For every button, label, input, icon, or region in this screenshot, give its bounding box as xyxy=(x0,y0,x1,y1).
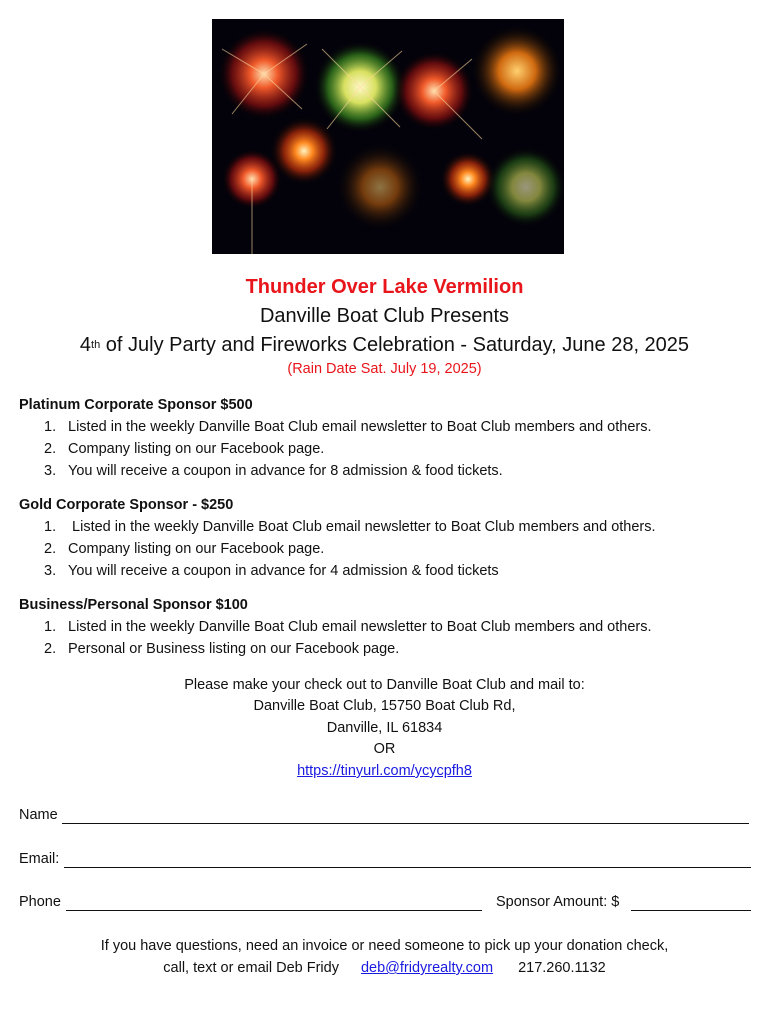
phone-field[interactable] xyxy=(66,910,482,911)
list-text: You will receive a coupon in advance for 4 admission & food tickets xyxy=(68,563,499,579)
list-number: 3. xyxy=(44,563,57,579)
list-text: Personal or Business listing on our Facebook page. xyxy=(68,641,400,657)
sponsor-amount-field[interactable] xyxy=(631,910,751,911)
mail-instructions: Please make your check out to Danville Boat Club and mail to: xyxy=(184,677,585,693)
contact-text: call, text or email Deb Fridy xyxy=(163,960,339,976)
online-payment-link[interactable]: https://tinyurl.com/ycycpfh8 xyxy=(297,763,472,779)
event-title: Thunder Over Lake Vermilion xyxy=(245,276,524,298)
list-text: Listed in the weekly Danville Boat Club email newsletter to Boat Club members and others. xyxy=(68,519,656,535)
footer-questions: If you have questions, need an invoice or need someone to pick up your donation check, xyxy=(100,938,669,954)
or-text: OR xyxy=(373,741,396,757)
platinum-heading: Platinum Corporate Sponsor $500 xyxy=(19,397,253,413)
list-item xyxy=(44,419,652,435)
footer-contact xyxy=(0,960,769,976)
list-item xyxy=(44,619,652,635)
mail-city: Danville, IL 61834 xyxy=(326,720,443,736)
list-number: 2. xyxy=(44,441,57,457)
gold-heading: Gold Corporate Sponsor - $250 xyxy=(19,497,234,513)
rain-date: (Rain Date Sat. July 19, 2025) xyxy=(287,361,482,377)
event-details: of July Party and Fireworks Celebration - Saturday, June 28, 2025 xyxy=(100,334,690,356)
online-link-row xyxy=(0,763,769,779)
list-number: 1. xyxy=(44,519,57,535)
phone-label: Phone xyxy=(19,894,61,910)
list-text: Company listing on our Facebook page. xyxy=(68,541,325,557)
event-prefix: 4 xyxy=(79,334,92,356)
list-text: Listed in the weekly Danville Boat Club email newsletter to Boat Club members and others. xyxy=(68,619,652,635)
list-item xyxy=(44,563,499,579)
name-label: Name xyxy=(19,807,58,823)
presenter-line: Danville Boat Club Presents xyxy=(259,305,509,327)
list-number: 1. xyxy=(44,619,57,635)
event-superscript: th xyxy=(91,339,101,351)
contact-email-link[interactable]: deb@fridyrealty.com xyxy=(360,960,494,976)
sponsor-amount-label: Sponsor Amount: $ xyxy=(496,894,620,910)
email-label: Email: xyxy=(19,851,60,867)
list-number: 2. xyxy=(44,541,57,557)
list-number: 2. xyxy=(44,641,57,657)
name-field[interactable] xyxy=(62,823,749,824)
business-heading: Business/Personal Sponsor $100 xyxy=(19,597,248,613)
event-line xyxy=(0,334,769,357)
list-text: Listed in the weekly Danville Boat Club email newsletter to Boat Club members and others. xyxy=(68,419,652,435)
mail-street: Danville Boat Club, 15750 Boat Club Rd, xyxy=(253,698,516,714)
list-item xyxy=(44,441,324,457)
list-item xyxy=(44,541,324,557)
email-field[interactable] xyxy=(64,867,751,868)
fireworks-photo xyxy=(212,19,564,254)
list-number: 1. xyxy=(44,419,57,435)
list-number: 3. xyxy=(44,463,57,479)
list-text: You will receive a coupon in advance for 8 admission & food tickets. xyxy=(68,463,503,479)
list-item xyxy=(44,463,503,479)
list-item xyxy=(44,519,656,535)
contact-phone: 217.260.1132 xyxy=(518,960,606,976)
list-text: Company listing on our Facebook page. xyxy=(68,441,325,457)
list-item xyxy=(44,641,399,657)
